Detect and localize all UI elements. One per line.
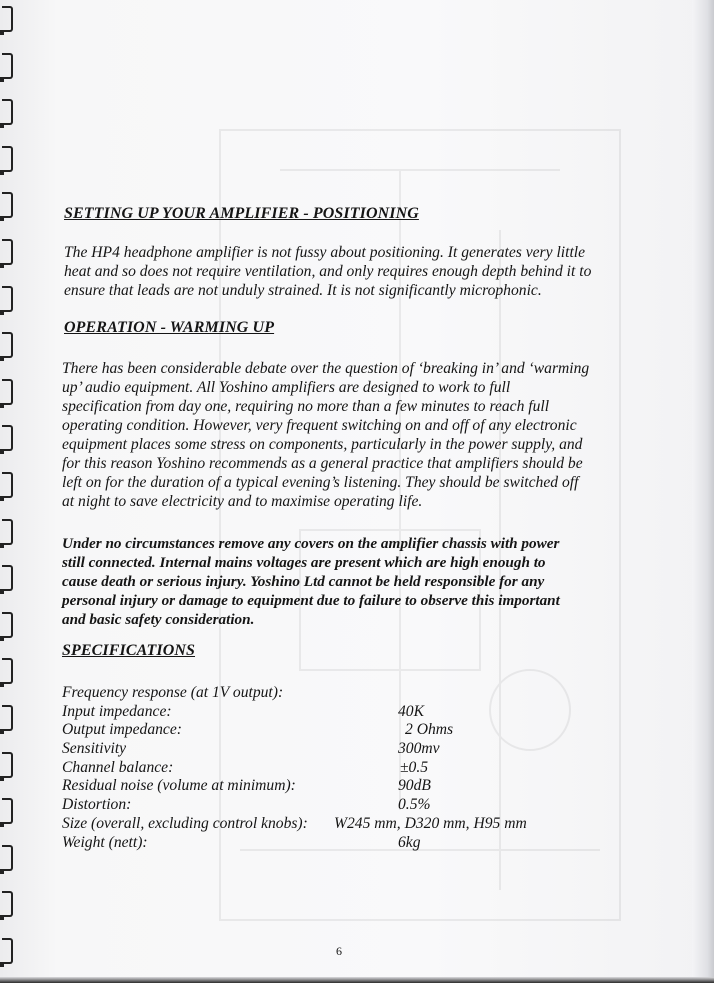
spec-label: Weight (nett): [62, 833, 148, 851]
spec-row [62, 777, 582, 796]
page-edge-shadow [692, 0, 714, 983]
warning-line: and basic safety consideration. [62, 611, 255, 628]
binding-hole [0, 496, 4, 501]
spiral-binding [0, 0, 16, 983]
binding-ring [2, 891, 13, 917]
page-bottom-edge [0, 977, 714, 983]
warming-up-paragraph [62, 359, 589, 511]
binding-ring [2, 565, 13, 591]
binding-ring [2, 519, 13, 545]
binding-hole [0, 310, 4, 315]
specifications-heading: SPECIFICATIONS [62, 642, 196, 659]
binding-ring [2, 798, 13, 824]
binding-hole [0, 682, 4, 687]
binding-hole [0, 77, 4, 82]
binding-ring [2, 146, 13, 172]
safety-warning [62, 534, 560, 629]
binding-ring [2, 752, 13, 778]
binding-hole [0, 915, 4, 920]
binding-ring [2, 379, 13, 405]
binding-ring [2, 938, 13, 964]
spec-value: 2 Ohms [405, 721, 454, 739]
binding-ring [2, 472, 13, 498]
spec-row [62, 684, 582, 703]
binding-hole [0, 123, 4, 128]
warning-line: Under no circumstances remove any covers on the amplifier chassis with power [62, 535, 560, 552]
binding-hole [0, 449, 4, 454]
spec-value: 40K [398, 702, 424, 720]
binding-ring [2, 658, 13, 684]
paragraph-line: ensure that leads are not unduly strained. It is not significantly microphonic. [64, 282, 542, 299]
binding-hole [0, 636, 4, 641]
binding-ring [2, 53, 13, 79]
positioning-heading: SETTING UP YOUR AMPLIFIER - POSITIONING [64, 205, 419, 222]
binding-hole [0, 356, 4, 361]
binding-hole [0, 403, 4, 408]
binding-ring [2, 612, 13, 638]
spec-value: W245 mm, D320 mm, H95 mm [334, 814, 527, 832]
binding-ring [2, 332, 13, 358]
spec-value: ±0.5 [400, 758, 429, 776]
binding-hole [0, 962, 4, 967]
binding-ring [2, 425, 13, 451]
binding-hole [0, 776, 4, 781]
paragraph-line: for this reason Yoshino recommends as a general practice that amplifiers should be [62, 455, 583, 472]
warning-line: still connected. Internal mains voltages are present which are high enough to [62, 554, 546, 571]
paragraph-line: There has been considerable debate over the question of ‘breaking in’ and ‘warming [62, 360, 590, 377]
binding-ring [2, 239, 13, 265]
positioning-paragraph [64, 243, 591, 300]
spec-label: Output impedance: [62, 721, 182, 739]
spec-value: 300mv [398, 740, 440, 758]
warning-line: cause death or serious injury. Yoshino Ltd cannot be held responsible for any [62, 573, 545, 590]
spec-row [62, 796, 582, 815]
page-number: 6 [336, 944, 342, 958]
binding-ring [2, 705, 13, 731]
spec-row [62, 721, 582, 740]
spec-value: 0.5% [398, 796, 431, 814]
spec-row [62, 703, 582, 722]
spec-row [62, 759, 582, 778]
binding-hole [0, 869, 4, 874]
binding-hole [0, 216, 4, 221]
spec-row [62, 815, 582, 834]
warming-up-heading: OPERATION - WARMING UP [64, 319, 275, 336]
binding-hole [0, 30, 4, 35]
paragraph-line: specification from day one, requiring no more than a few minutes to reach full [62, 398, 550, 415]
paragraph-line: The HP4 headphone amplifier is not fussy about positioning. It generates very little [64, 244, 586, 261]
binding-hole [0, 263, 4, 268]
spec-label: Sensitivity [62, 740, 127, 758]
paragraph-line: at night to save electricity and to maximise operating life. [62, 493, 423, 510]
paragraph-line: equipment places some stress on components, particularly in the power supply, and [62, 436, 583, 453]
spec-value: 90dB [398, 777, 431, 795]
spec-label: Size (overall, excluding control knobs): [62, 814, 308, 832]
binding-hole [0, 822, 4, 827]
binding-ring [2, 6, 13, 32]
spec-row [62, 740, 582, 759]
spec-label: Channel balance: [62, 758, 174, 776]
paragraph-line: operating condition. However, very frequent switching on and off of any electronic [62, 417, 577, 434]
binding-ring [2, 286, 13, 312]
specifications-list [62, 684, 582, 852]
binding-ring [2, 99, 13, 125]
warning-line: personal injury or damage to equipment due to failure to observe this important [62, 592, 560, 609]
paragraph-line: heat and so does not require ventilation, and only requires enough depth behind it to [64, 263, 592, 280]
binding-hole [0, 589, 4, 594]
spec-label: Frequency response (at 1V output): [62, 684, 284, 701]
binding-ring [2, 845, 13, 871]
binding-hole [0, 729, 4, 734]
spec-label: Residual noise (volume at minimum): [62, 777, 296, 795]
binding-hole [0, 543, 4, 548]
paragraph-line: up’ audio equipment. All Yoshino amplifiers are designed to work to full [62, 379, 511, 396]
spec-value: 6kg [398, 833, 421, 851]
paragraph-line: left on for the duration of a typical evening’s listening. They should be switched off [62, 474, 579, 491]
binding-hole [0, 170, 4, 175]
spec-label: Distortion: [62, 796, 132, 814]
spec-label: Input impedance: [62, 702, 172, 720]
spec-row [62, 834, 582, 853]
binding-ring [2, 192, 13, 218]
